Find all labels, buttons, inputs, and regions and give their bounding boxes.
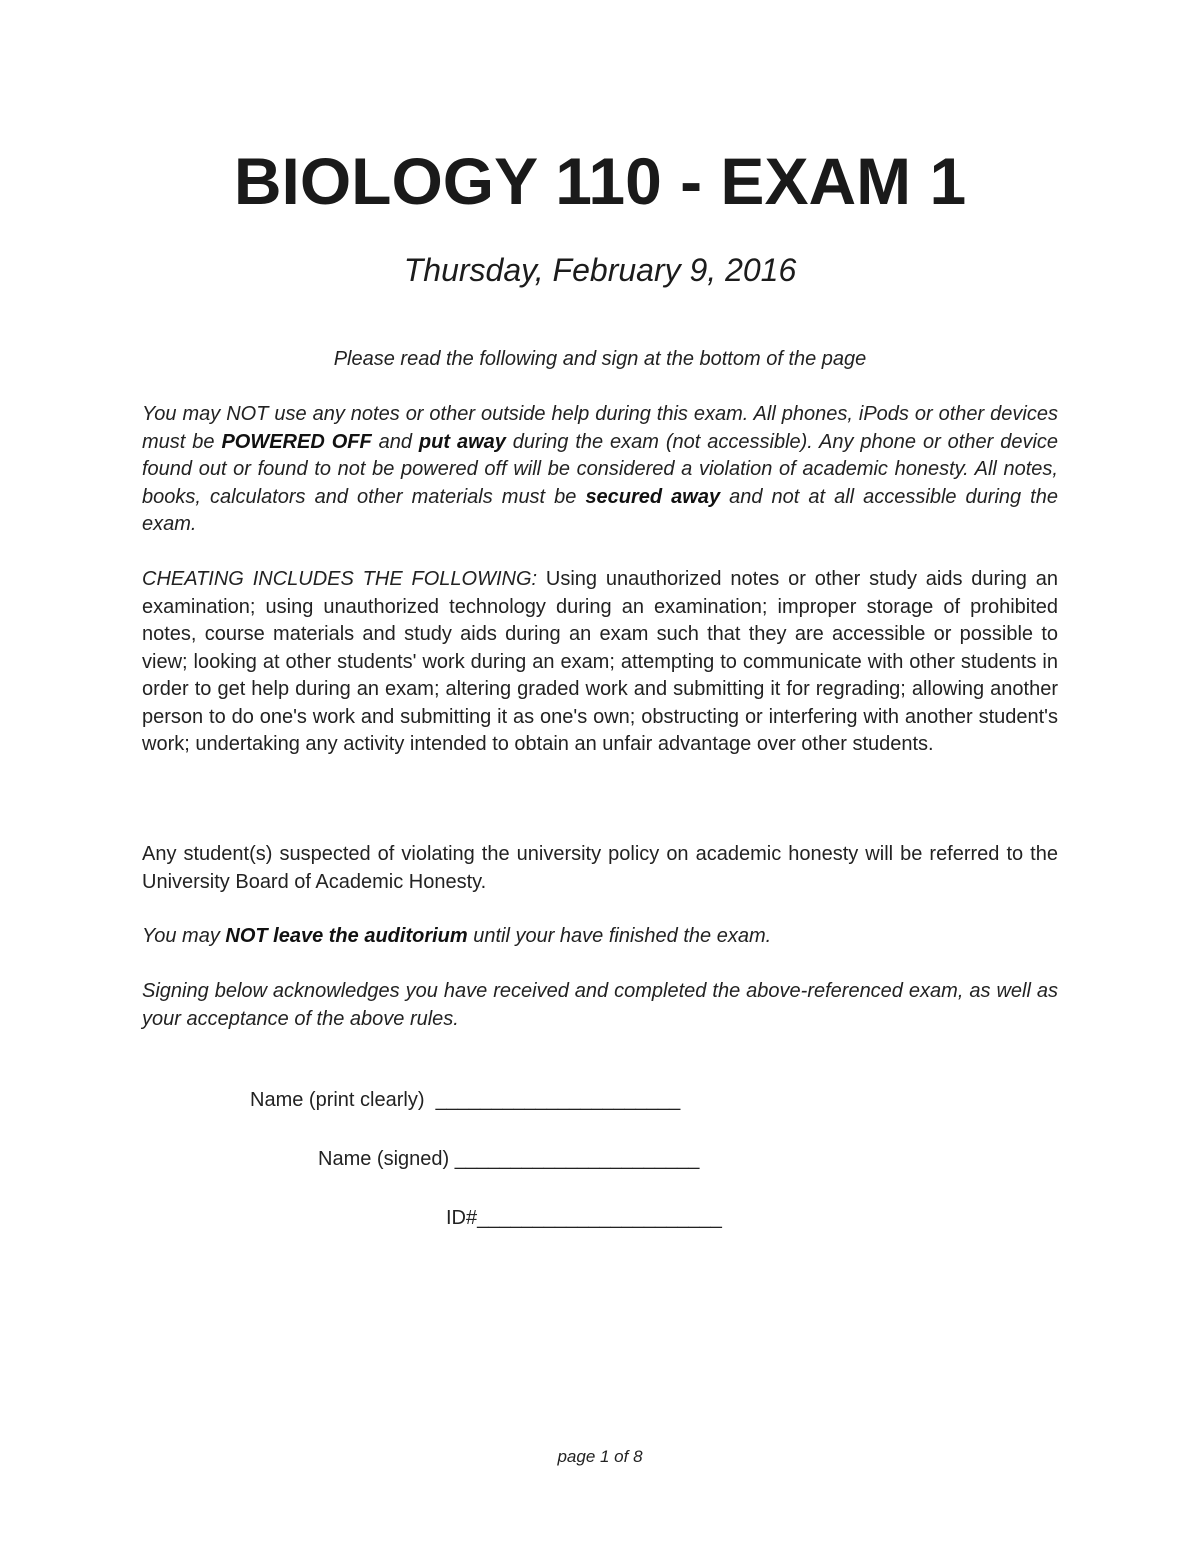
id-field[interactable]: ID#______________________ — [446, 1207, 722, 1229]
emphasis-put-away: put away — [418, 430, 506, 453]
rules-text: You may — [142, 925, 226, 947]
name-print-field[interactable]: Name (print clearly) ______________________ — [250, 1089, 681, 1111]
exam-date: Thursday, February 9, 2016 — [403, 252, 797, 288]
name-signed-field[interactable]: Name (signed) ______________________ — [318, 1148, 700, 1170]
rules-text: during the exam (not accessible). Any phone or other device found out or found to not be powered off will be considered a violation of academic honesty. All notes, books, calculators and other materials must be — [142, 430, 1059, 508]
rules-text: and — [371, 430, 419, 453]
emphasis-secured-away: secured away — [585, 485, 721, 508]
rules-text: and not at all accessible during the exam. — [142, 485, 1058, 535]
emphasis-not-leave: NOT leave the auditorium — [225, 925, 468, 947]
rules-paragraph-auditorium — [142, 923, 1058, 951]
rules-paragraph-acknowledgement: Signing below acknowledges you have received and completed the above-referenced exam, as well as your acceptance of the above rules. — [142, 980, 1058, 1030]
rules-text: You may NOT use any notes or other outside help during this exam. All phones, iPods or other devices must be — [142, 403, 1058, 453]
cheating-body: Using unauthorized notes or other study aids during an examination; using unauthorized technology during an examination; improper storage of prohibited notes, course materials and study aids during an exam such that they are accessible or possible to view; looking at other students' work during an exam; attempting to communicate with other students in order to get help during an exam; altering graded work and submitting it for regrading; allowing another person to do one's work and submitting it as one's own; obstructing or interfering with another student's work; undertaking any activity intended to obtain an unfair advantage over other students. — [142, 568, 1058, 755]
emphasis-powered-off: POWERED OFF — [221, 430, 372, 453]
rules-paragraph-cheating — [142, 566, 1058, 759]
page-number: page 1 of 8 — [557, 1447, 643, 1466]
cheating-heading: CHEATING INCLUDES THE FOLLOWING: — [142, 568, 538, 590]
rules-paragraph-devices — [142, 401, 1058, 539]
rules-paragraph-policy: Any student(s) suspected of violating the university policy on academic honesty will be referred to the University Board of Academic Honesty. — [142, 843, 1058, 893]
instruction-line: Please read the following and sign at the bottom of the page — [333, 348, 867, 370]
exam-title: BIOLOGY 110 - EXAM 1 — [233, 144, 967, 218]
rules-text: until your have finished the exam. — [467, 925, 772, 947]
